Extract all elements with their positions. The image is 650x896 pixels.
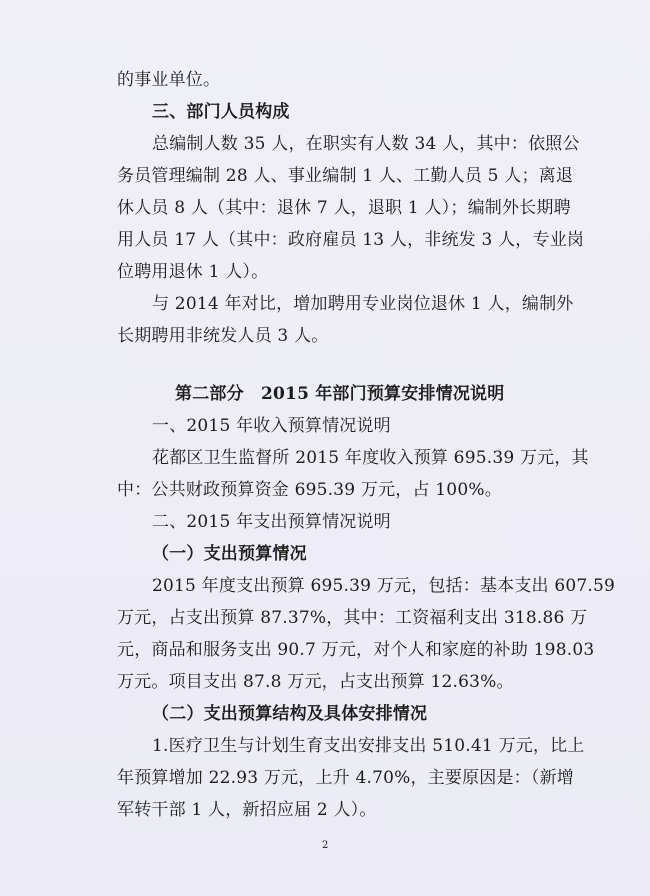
part-heading: 第二部分 2015 年部门预算安排情况说明: [175, 384, 505, 404]
text-line-7: 位聘用退休 1 人）。: [117, 262, 269, 282]
section-heading-expenditure: 二、2015 年支出预算情况说明: [152, 512, 391, 532]
text-line-3: 总编制人数 35 人，在职实有人数 34 人，其中：依照公: [152, 134, 580, 154]
text-line-4: 务员管理编制 28 人、事业编制 1 人、工勤人员 5 人；离退: [117, 166, 574, 186]
text-line-19: 万元。项目支出 87.8 万元，占支出预算 12.63%。: [117, 672, 514, 692]
text-line-17: 万元，占支出预算 87.37%，其中：工资福利支出 318.86 万: [117, 608, 588, 628]
text-line-1: 的事业单位。: [117, 70, 221, 90]
page-number: 2: [322, 840, 329, 851]
text-line-22: 年预算增加 22.93 万元，上升 4.70%，主要原因是：（新增: [117, 768, 574, 788]
text-line-23: 军转干部 1 人，新招应届 2 人）。: [117, 800, 377, 820]
text-line-9: 长期聘用非统发人员 3 人。: [117, 326, 329, 346]
text-line-8: 与 2014 年对比，增加聘用专业岗位退休 1 人，编制外: [152, 294, 574, 314]
text-line-12: 花都区卫生监督所 2015 年度收入预算 695.39 万元，其: [152, 448, 589, 468]
section-heading-staff: 三、部门人员构成: [152, 102, 290, 122]
text-line-21: 1.医疗卫生与计划生育支出安排支出 510.41 万元，比上: [152, 736, 585, 756]
text-line-13: 中：公共财政预算资金 695.39 万元，占 100%。: [117, 480, 502, 500]
text-line-16: 2015 年度支出预算 695.39 万元，包括：基本支出 607.59: [152, 576, 616, 596]
text-line-5: 休人员 8 人（其中：退休 7 人，退职 1 人）；编制外长期聘: [117, 198, 571, 218]
text-line-6: 用人员 17 人（其中：政府雇员 13 人，非统发 3 人，专业岗: [117, 230, 585, 250]
subsection-heading-structure: （二）支出预算结构及具体安排情况: [152, 704, 428, 724]
text-line-18: 元，商品和服务支出 90.7 万元，对个人和家庭的补助 198.03: [117, 640, 595, 660]
subsection-heading-expenditure: （一）支出预算情况: [152, 544, 307, 564]
section-heading-income: 一、2015 年收入预算情况说明: [152, 416, 391, 436]
